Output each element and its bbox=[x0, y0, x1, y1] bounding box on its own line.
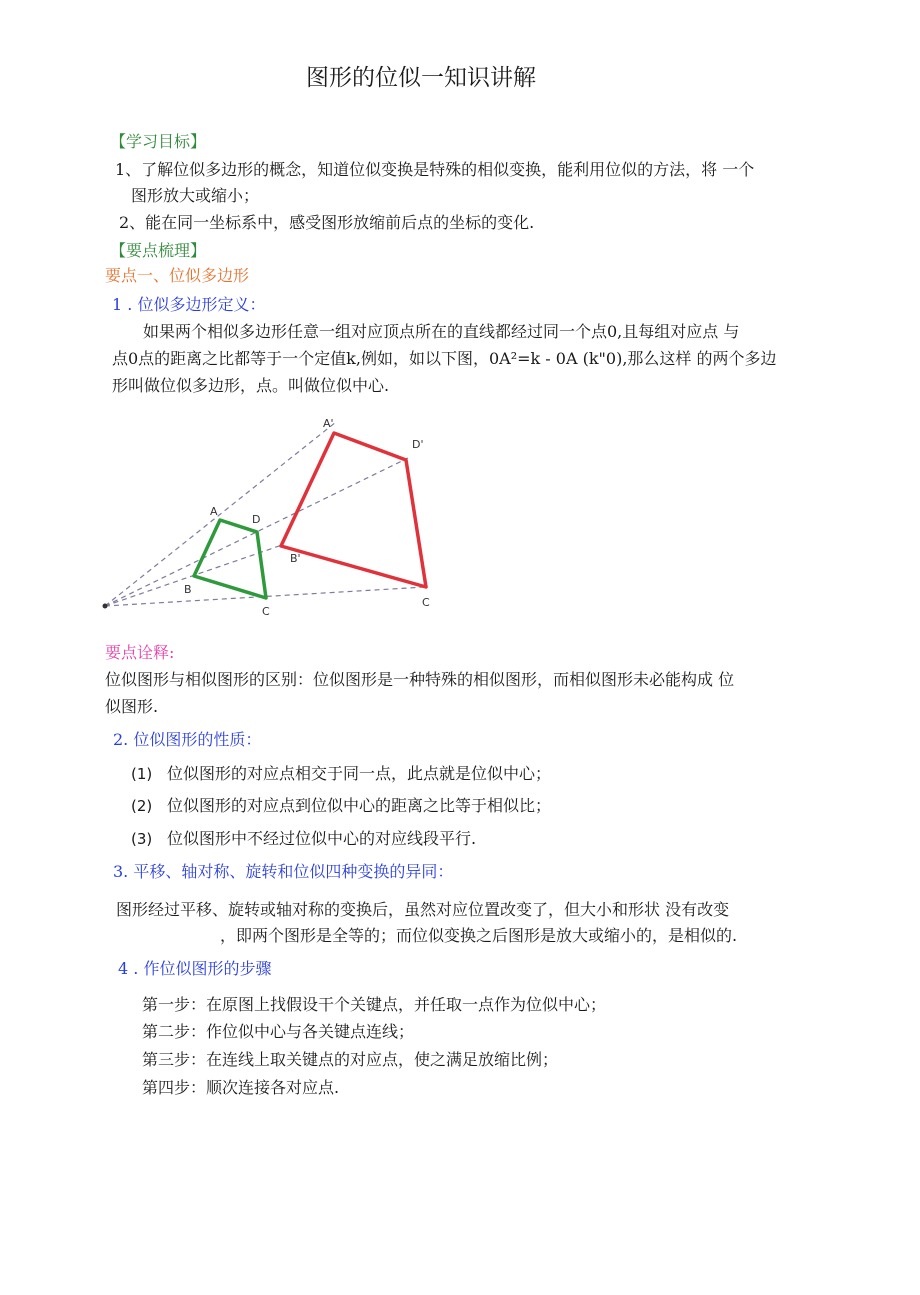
step-1: 第一步：在原图上找假设干个关键点，并任取一点作为位似中心； bbox=[142, 995, 607, 1014]
label-c-prime: C bbox=[422, 596, 430, 609]
note-line-2: 似图形. bbox=[105, 697, 159, 716]
homothety-figure bbox=[100, 410, 440, 625]
property-2-num: (2) bbox=[131, 797, 153, 815]
label-d-prime: D' bbox=[412, 438, 424, 451]
point1-header: 要点一、位似多边形 bbox=[105, 266, 250, 285]
step-3: 第三步：在连线上取关键点的对应点，使之满足放缩比例； bbox=[142, 1050, 559, 1069]
property-3-text: 位似图形中不经过位似中心的对应线段平行. bbox=[167, 829, 477, 848]
goal-1-line-b: 图形放大或缩小； bbox=[131, 186, 260, 205]
goals-header: 【学习目标】 bbox=[110, 132, 207, 151]
differences-line-1: 图形经过平移、旋转或轴对称的变换后，虽然对应位置改变了，但大小和形状 没有改变 bbox=[116, 900, 730, 919]
label-d: D bbox=[252, 513, 261, 526]
label-a: A bbox=[210, 505, 218, 518]
differences-line-2: ，即两个图形是全等的；而位似变换之后图形是放大或缩小的，是相似的. bbox=[220, 926, 738, 945]
label-c: C bbox=[262, 605, 270, 618]
ray-to-a-prime bbox=[105, 422, 336, 606]
definition-line-1: 如果两个相似多边形任意一组对应顶点所在的直线都经过同一个点0,且每组对应点 与 bbox=[143, 322, 740, 341]
label-a-prime: A' bbox=[323, 417, 334, 430]
label-b-prime: B' bbox=[290, 552, 301, 565]
points-header: 【要点梳理】 bbox=[110, 241, 207, 260]
property-1-text: 位似图形的对应点相交于同一点，此点就是位似中心； bbox=[167, 764, 552, 783]
property-1-num: (1) bbox=[131, 765, 153, 783]
goal-1-line-a: 1、了解位似多边形的概念，知道位似变换是特殊的相似变换，能利用位似的方法，将 一个 bbox=[115, 160, 755, 179]
definition-line-3: 形叫做位似多边形，点。叫做位似中心. bbox=[112, 376, 390, 395]
steps-header: 4 . 作位似图形的步骤 bbox=[118, 959, 272, 978]
note-line-1: 位似图形与相似图形的区别：位似图形是一种特殊的相似图形，而相似图形未必能构成 位 bbox=[105, 670, 735, 689]
definition-line-2: 点0点的距离之比都等于一个定值k,例如，如以下图，0A²=k - 0A (k"0),那么这样 的两个多边 bbox=[112, 349, 777, 368]
label-b: B bbox=[184, 583, 192, 596]
small-quadrilateral bbox=[194, 520, 266, 598]
page-title: 图形的位似一知识讲解 bbox=[306, 65, 536, 91]
differences-header: 3. 平移、轴对称、旋转和位似四种变换的异同： bbox=[113, 862, 454, 881]
goal-2: 2、能在同一坐标系中，感受图形放缩前后点的坐标的变化. bbox=[119, 213, 535, 232]
note-header: 要点诠释: bbox=[105, 643, 175, 662]
property-3-num: (3) bbox=[131, 830, 153, 848]
definition-header: 1 . 位似多边形定义： bbox=[112, 295, 266, 314]
center-point bbox=[103, 604, 108, 609]
properties-header: 2. 位似图形的性质： bbox=[113, 730, 262, 749]
property-2-text: 位似图形的对应点到位似中心的距离之比等于相似比； bbox=[167, 796, 552, 815]
step-4: 第四步：顺次连接各对应点. bbox=[142, 1078, 340, 1097]
step-2: 第二步：作位似中心与各关键点连线； bbox=[142, 1022, 415, 1041]
